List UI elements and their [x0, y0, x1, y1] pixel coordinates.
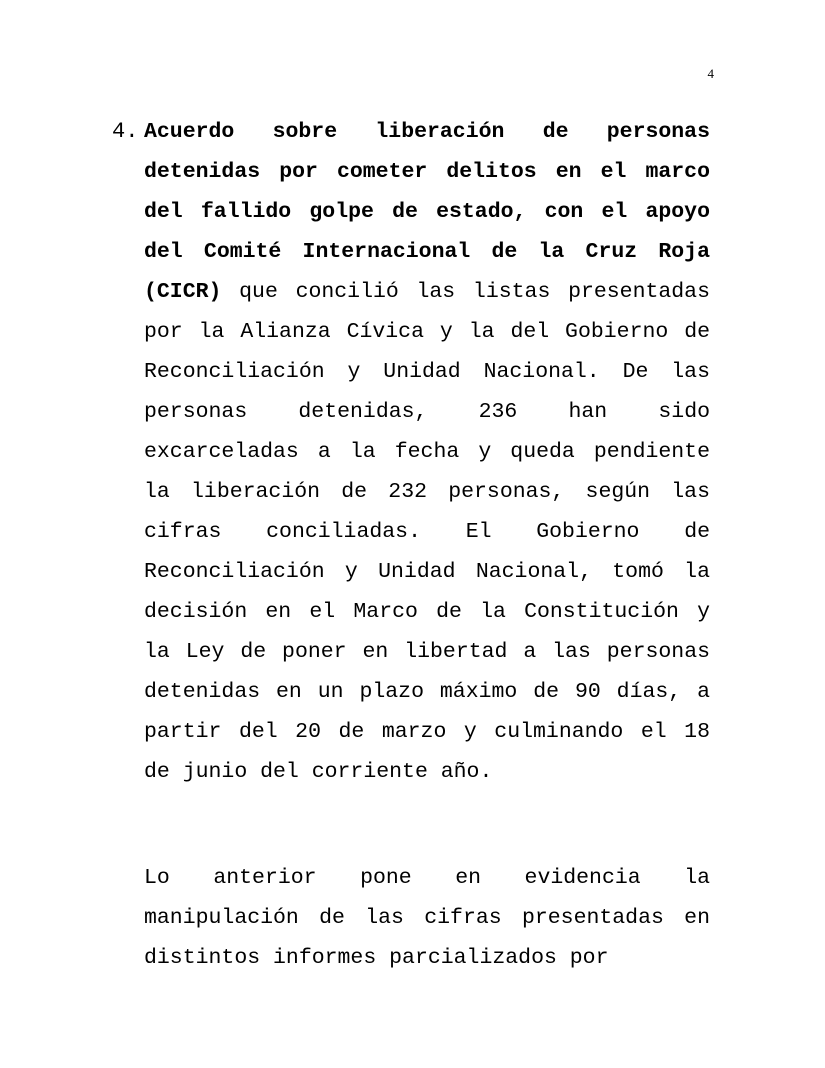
paragraph — [144, 858, 710, 978]
numbered-item — [112, 112, 712, 792]
item-body-text: que concilió las listas presentadas por la Alianza Cívica y la del Gobierno de Reconciliación y Unidad Nacional. De las personas detenidas, 236 han sido excarceladas a la fecha y queda pendiente la liberación de 232 personas, según las cifras conciliadas. El Gobierno de Reconciliación y Unidad Nacional, tomó la decisión en el Marco de la Constitución y la Ley de poner en libertad a las personas detenidas en un plazo máximo de 90 días, a partir del 20 de marzo y culminando el 18 de junio del corriente año. — [144, 280, 710, 784]
item-paragraph — [144, 112, 710, 792]
item-bold-heading: Acuerdo sobre liberación de personas detenidas por cometer delitos en el marco del fallido golpe de estado, con el apoyo del Comité Internacional de la Cruz Roja (CICR) — [144, 120, 710, 304]
paragraph-text: Lo anterior pone en evidencia la manipulación de las cifras presentadas en distintos informes parcializados por — [144, 866, 710, 970]
item-number: 4. — [112, 119, 139, 144]
page-number: 4 — [707, 66, 714, 81]
